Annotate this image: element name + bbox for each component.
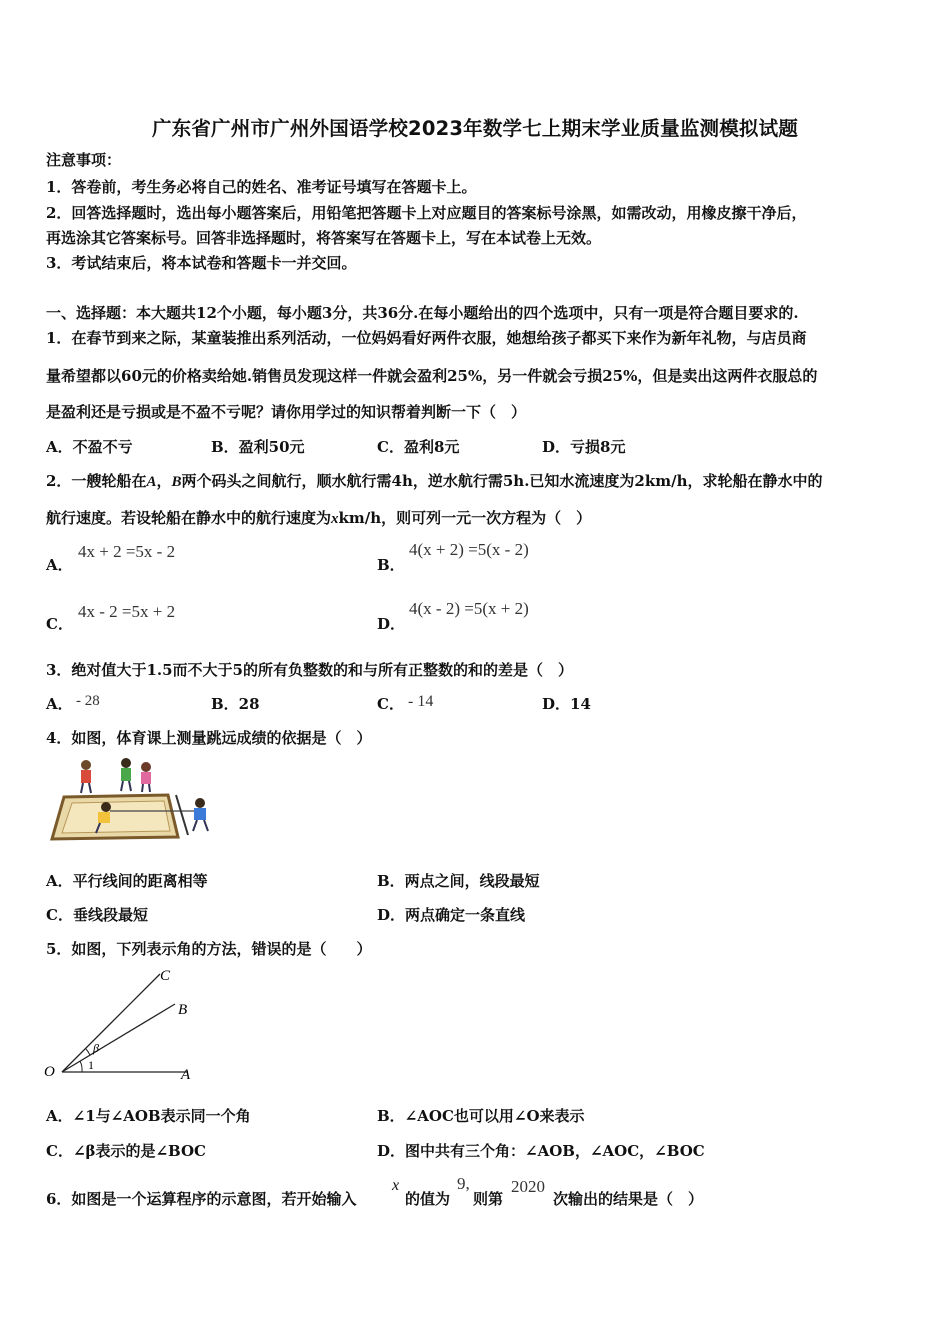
q3-option-d: D．14 — [542, 695, 591, 713]
q1-option-c: C．盈利8元 — [377, 438, 460, 456]
q5-option-c: C．∠β表示的是∠BOC — [46, 1142, 206, 1160]
q2-label-c: C． — [46, 615, 73, 633]
q2-equation-d: 4(x - 2) =5(x + 2) — [409, 599, 529, 618]
q6-n: 2020 — [511, 1177, 545, 1196]
q6-stem-d: 次输出的结果是（ ） — [553, 1190, 704, 1208]
q1-option-a: A．不盈不亏 — [46, 438, 133, 456]
label-o: O — [44, 1064, 55, 1080]
q5-option-b: B．∠AOC也可以用∠O来表示 — [377, 1107, 585, 1125]
q2-label-d: D． — [377, 615, 406, 633]
q4-option-b: B．两点之间，线段最短 — [377, 872, 540, 890]
q4-option-a: A．平行线间的距离相等 — [46, 872, 208, 890]
page-title: 广东省广州市广州外国语学校2023年数学七上期末学业质量监测模拟试题 — [151, 117, 799, 140]
q6-stem-c: 则第 — [473, 1190, 504, 1208]
section-heading: 一、选择题：本大题共12个小题，每小题3分，共36分.在每小题给出的四个选项中，只有一项是符合题目要求的. — [46, 304, 799, 322]
q1-stem-line: 1．在春节到来之际，某童装推出系列活动，一位妈妈看好两件衣服，她想给孩子都买下来作为新年礼物，与店员商 — [46, 329, 807, 347]
notice-item: 1．答卷前，考生务必将自己的姓名、准考证号填写在答题卡上。 — [46, 178, 477, 196]
q5-stem: 5．如图，下列表示角的方法，错误的是（ ） — [46, 940, 372, 958]
q4-stem: 4．如图，体育课上测量跳远成绩的依据是（ ） — [46, 729, 372, 747]
q1-stem-line: 量希望都以60元的价格卖给她.销售员发现这样一件就会盈利25%，另一件就会亏损25%，但是卖出这两件衣服总的 — [46, 367, 818, 385]
q5-option-d: D．图中共有三个角：∠AOB，∠AOC，∠BOC — [377, 1142, 705, 1160]
label-one: 1 — [88, 1058, 94, 1072]
notice-heading: 注意事项： — [46, 151, 122, 169]
q2-label-a: A． — [46, 556, 73, 574]
q2-label-b: B． — [377, 556, 405, 574]
q6-value: 9, — [457, 1174, 470, 1193]
q2-stem-line1: 2．一艘轮船在A，B两个码头之间航行，顺水航行需4h，逆水航行需5h.已知水流速度为2km/h，求轮船在静水中的 — [46, 472, 823, 490]
q2-equation-c: 4x - 2 =5x + 2 — [78, 602, 176, 621]
q3-label-a: A． — [46, 695, 73, 713]
angle-figure — [40, 962, 205, 1087]
q3-value-a: - 28 — [76, 693, 100, 709]
notice-item: 2．回答选择题时，选出每小题答案后，用铅笔把答题卡上对应题目的答案标号涂黑，如需改动，用橡皮擦干净后， — [46, 204, 807, 222]
q4-option-c: C．垂线段最短 — [46, 906, 148, 924]
q1-option-b: B．盈利50元 — [211, 438, 305, 456]
q3-stem: 3．绝对值大于1.5而不大于5的所有负整数的和与所有正整数的和的差是（ ） — [46, 661, 573, 679]
q6-stem-a: 6．如图是一个运算程序的示意图，若开始输入 — [46, 1190, 357, 1208]
q2-equation-a: 4x + 2 =5x - 2 — [78, 542, 176, 561]
q6-var-x: x — [392, 1177, 400, 1194]
q2-equation-b: 4(x + 2) =5(x - 2) — [409, 540, 529, 559]
q1-stem-line: 是盈利还是亏损或是不盈不亏呢？请你用学过的知识帮着判断一下（ ） — [46, 403, 527, 421]
label-b: B — [178, 1002, 188, 1018]
q1-option-d: D．亏损8元 — [542, 438, 626, 456]
q5-option-a: A．∠1与∠AOB表示同一个角 — [46, 1107, 251, 1125]
q4-option-d: D．两点确定一条直线 — [377, 906, 526, 924]
notice-item: 3．考试结束后，将本试卷和答题卡一并交回。 — [46, 254, 357, 272]
label-c: C — [160, 968, 171, 984]
q3-option-b: B．28 — [211, 695, 260, 713]
long-jump-illustration — [48, 755, 218, 845]
notice-item: 再选涂其它答案标号。回答非选择题时，将答案写在答题卡上，写在本试卷上无效。 — [46, 229, 602, 247]
label-beta: β — [93, 1041, 99, 1055]
label-a: A — [181, 1067, 191, 1083]
q3-value-c: - 14 — [408, 693, 434, 710]
q3-label-c: C． — [377, 695, 404, 713]
q2-stem-line2: 航行速度。若设轮船在静水中的航行速度为xkm/h，则可列一元一次方程为（ ） — [46, 509, 592, 527]
q6-stem-b: 的值为 — [405, 1190, 451, 1208]
